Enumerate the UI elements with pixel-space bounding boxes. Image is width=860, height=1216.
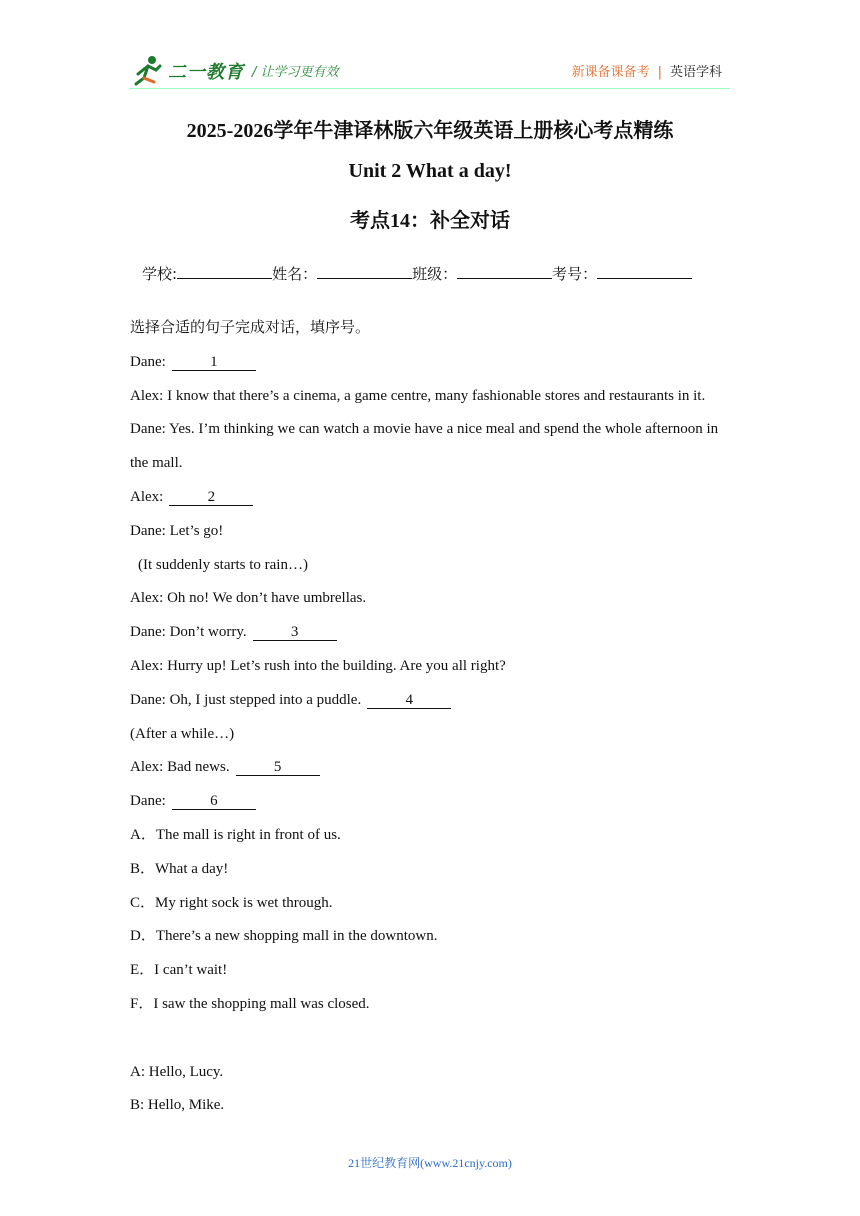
doc-title: 2025-2026学年牛津译林版六年级英语上册核心考点精练 <box>186 120 674 142</box>
answer-blank[interactable]: 1 <box>172 354 256 371</box>
options-list <box>130 819 730 1022</box>
option-item: E．I can’t wait! <box>130 962 228 979</box>
dialogue-text: Alex: I know that there’s a cinema, a game centre, many fashionable stores and restaurants in it. <box>130 387 706 404</box>
header-tag-prep: 新课备课备考 <box>571 65 650 80</box>
dialogue-text: Dane: <box>130 353 166 370</box>
topic-title: 考点14：补全对话 <box>350 210 510 232</box>
name-label: 姓名： <box>272 265 318 283</box>
spacer <box>130 1022 730 1056</box>
header-divider <box>130 88 730 89</box>
unit-title: Unit 2 What a day! <box>348 160 512 182</box>
answer-blank[interactable]: 4 <box>367 692 451 709</box>
number-field[interactable] <box>597 264 692 279</box>
dialogue-text: Dane: Let’s go! <box>130 522 224 539</box>
student-info-line <box>142 263 692 284</box>
name-field[interactable] <box>317 264 412 279</box>
dialogue-line <box>130 684 730 718</box>
dialogue-text: Dane: Yes. I’m thinking we can watch a movie have a nice meal and spend the whole afternoon in <box>130 421 719 438</box>
dialogue-line <box>130 447 730 481</box>
exercise-body <box>130 312 730 1123</box>
dialogue <box>130 346 730 819</box>
dialogue-line <box>130 549 730 583</box>
option-item: F．I saw the shopping mall was closed. <box>130 995 370 1012</box>
dialogue-text: Alex: Hurry up! Let’s rush into the building. Are you all right? <box>130 657 506 674</box>
dialogue-text: Alex: <box>130 488 164 505</box>
dialogue-line <box>130 785 730 819</box>
dialogue-text: (After a while…) <box>130 725 235 742</box>
header-tag-subject: 英语学科 <box>669 65 722 80</box>
answer-blank[interactable]: 6 <box>172 793 256 810</box>
dialogue-line <box>130 650 730 684</box>
header-right <box>572 61 722 80</box>
page-header <box>130 52 730 92</box>
answer-blank[interactable]: 5 <box>236 759 320 776</box>
dialogue-line <box>130 751 730 785</box>
class-field[interactable] <box>457 264 552 279</box>
dialogue-line <box>130 616 730 650</box>
class-label: 班级： <box>412 265 458 283</box>
school-label: 学校: <box>142 265 178 283</box>
header-separator: | <box>657 65 662 80</box>
dialogue-line <box>130 582 730 616</box>
school-field[interactable] <box>177 264 272 279</box>
dialogue-text: (It suddenly starts to rain…) <box>138 556 308 573</box>
dialogue-line <box>130 413 730 447</box>
dialogue-line <box>130 346 730 380</box>
number-label: 考号： <box>552 265 598 283</box>
dialogue-text: Dane: <box>130 793 166 810</box>
dialogue-line <box>130 515 730 549</box>
logo <box>130 54 244 88</box>
logo-text: 二一教育 <box>168 62 244 83</box>
dialogue-text: Alex: Oh no! We don’t have umbrellas. <box>130 590 367 607</box>
dialogue-line <box>130 380 730 414</box>
answer-blank[interactable]: 3 <box>253 624 337 641</box>
dialogue-2-line: B: Hello, Mike. <box>130 1097 225 1114</box>
dialogue-line <box>130 718 730 752</box>
footer: 21世纪教育网(www.21cnjy.com) <box>348 1156 512 1170</box>
dialogue-2-line: A: Hello, Lucy. <box>130 1063 224 1080</box>
dialogue-text: Dane: Don’t worry. <box>130 624 247 641</box>
dialogue-line <box>130 481 730 515</box>
instruction: 选择合适的句子完成对话，填序号。 <box>130 320 371 336</box>
answer-blank[interactable]: 2 <box>169 489 253 506</box>
option-item: C．My right sock is wet through. <box>130 894 333 911</box>
dialogue-text: Alex: Bad news. <box>130 759 230 776</box>
option-item: D．There’s a new shopping mall in the downtown. <box>130 928 438 945</box>
runner-logo-icon <box>130 54 166 88</box>
option-item: A．The mall is right in front of us. <box>130 826 341 843</box>
dialogue-2 <box>130 1056 730 1124</box>
dialogue-text: the mall. <box>130 455 183 472</box>
slogan: / 让学习更有效 <box>252 65 339 80</box>
option-item: B．What a day! <box>130 860 229 877</box>
dialogue-text: Dane: Oh, I just stepped into a puddle. <box>130 691 362 708</box>
